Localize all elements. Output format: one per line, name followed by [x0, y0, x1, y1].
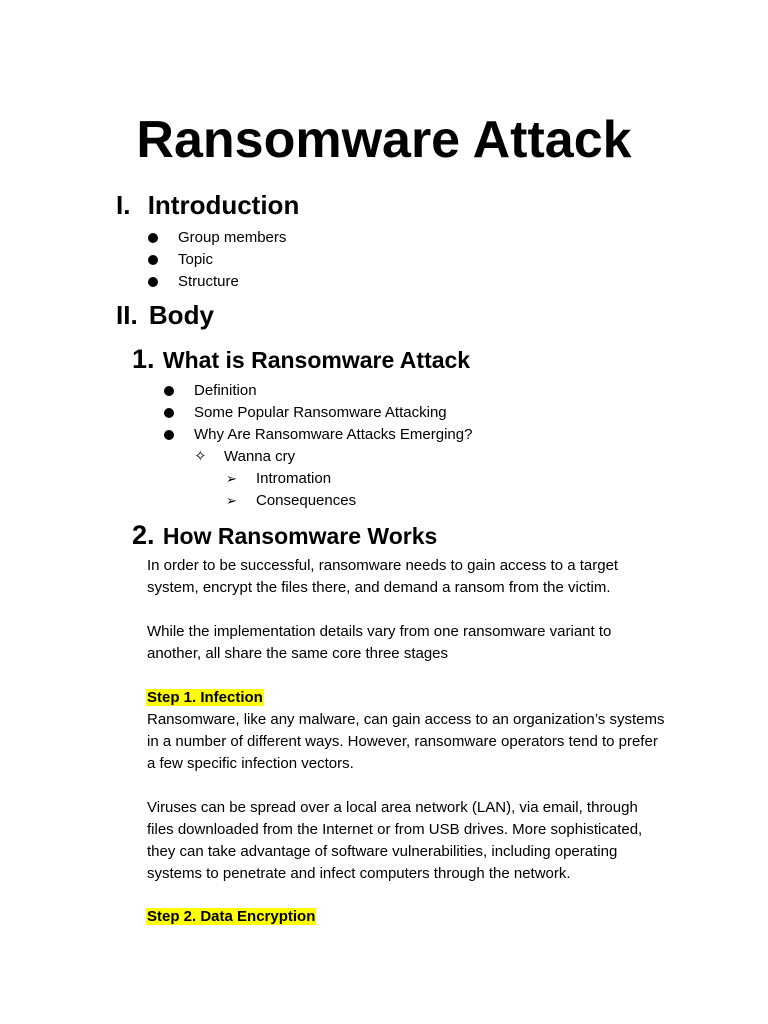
- paragraph: In order to be successful, ransomware needs to gain access to a target system, encrypt the files there, and demand a ransom from the victim.: [147, 557, 619, 596]
- list-item: Some Popular Ransomware Attacking: [164, 402, 564, 424]
- list-item: ➢ Consequences: [226, 490, 526, 512]
- bullet-icon: [164, 408, 174, 418]
- bullet-icon: [148, 277, 158, 287]
- list-item: Definition: [164, 380, 564, 402]
- list-item: Topic: [148, 249, 448, 271]
- four-point-star-icon: ✧: [194, 448, 207, 465]
- heading-text: What is Ransomware Attack: [162, 347, 471, 373]
- section-heading-body: [116, 300, 214, 331]
- roman-numeral: I.: [116, 190, 131, 220]
- list-item: Group members: [148, 227, 448, 249]
- list-item: ➢ Intromation: [226, 468, 526, 490]
- roman-numeral: II.: [116, 300, 138, 330]
- list-item: Structure: [148, 271, 448, 293]
- highlighted-step-label: Step 1. Infection: [147, 689, 263, 706]
- subsection-heading-what-is: [132, 344, 470, 375]
- paragraph: While the implementation details vary from one ransomware variant to another, all share the same core three stages: [147, 623, 612, 662]
- step-label: [146, 687, 264, 709]
- step-label: [146, 906, 316, 928]
- list-item: ✧ Wanna cry: [194, 446, 494, 468]
- subsection-number: 1.: [132, 344, 155, 374]
- bullet-icon: [148, 255, 158, 265]
- subsection-heading-how-it-works: [132, 520, 437, 551]
- document-title: Ransomware Attack: [136, 111, 632, 169]
- paragraph: Viruses can be spread over a local area network (LAN), via email, through files downloaded from the Internet or from USB drives. More sophisticated, they can take advantage of software vulnerabilities, including operating systems to penetrate and infect computers through the network.: [147, 799, 643, 882]
- paragraph: Ransomware, like any malware, can gain access to an organization’s systems in a number of different ways. However, ransomware operators tend to prefer a few specific infection vectors.: [147, 711, 665, 772]
- heading-text: How Ransomware Works: [162, 523, 438, 549]
- bullet-icon: [164, 430, 174, 440]
- list-item: Why Are Ransomware Attacks Emerging?: [164, 424, 564, 446]
- arrowhead-icon: ➢: [226, 493, 237, 508]
- arrowhead-icon: ➢: [226, 471, 237, 486]
- section-heading-introduction: [116, 190, 299, 221]
- bullet-icon: [164, 386, 174, 396]
- subsection-number: 2.: [132, 520, 155, 550]
- heading-text: Body: [148, 300, 214, 330]
- highlighted-step-label: Step 2. Data Encryption: [147, 908, 316, 925]
- heading-text: Introduction: [147, 190, 300, 220]
- bullet-icon: [148, 233, 158, 243]
